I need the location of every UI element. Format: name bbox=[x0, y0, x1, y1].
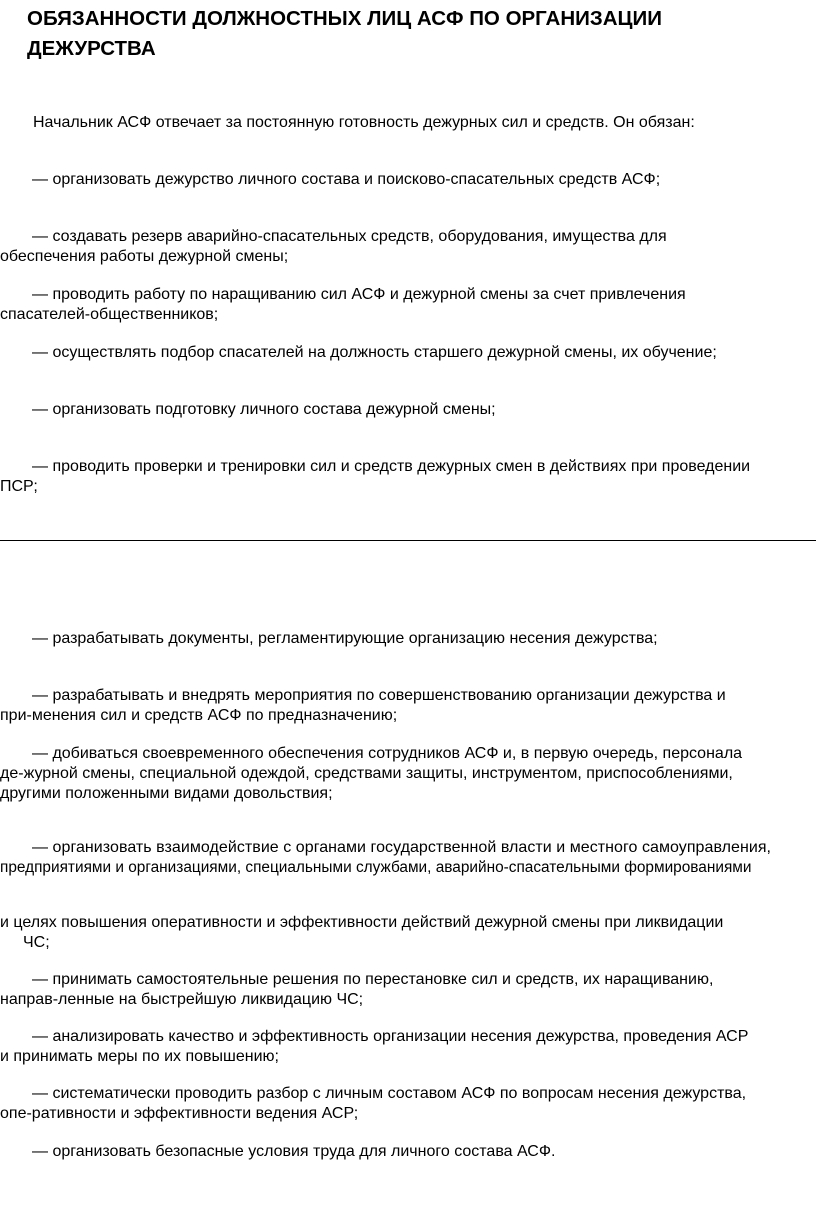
duty-implement-measures bbox=[0, 686, 726, 726]
duty-safe-conditions bbox=[32, 1142, 555, 1162]
duty-organize-training bbox=[32, 400, 496, 420]
title-line-1: ОБЯЗАННОСТИ ДОЛЖНОСТНЫХ ЛИЦ АСФ ПО ОРГАНИЗАЦИИ bbox=[27, 7, 662, 30]
duty-organize-interaction bbox=[0, 838, 771, 878]
duty-line: — создавать резерв аварийно-спасательных средств, оборудования, имущества для bbox=[32, 228, 667, 245]
duty-line: — анализировать качество и эффективность организации несения дежурства, проведения АСР bbox=[32, 1028, 749, 1045]
duty-line: обеспечения работы дежурной смены; bbox=[0, 248, 289, 265]
duty-line: при-менения сил и средств АСФ по предназначению; bbox=[0, 707, 398, 724]
duty-analyze-quality bbox=[0, 1027, 748, 1067]
duty-increase-efficiency bbox=[0, 913, 723, 953]
duty-line: — разрабатывать документы, регламентирующие организацию несения дежурства; bbox=[32, 630, 658, 647]
duty-line: — добиваться своевременного обеспечения сотрудников АСФ и, в первую очередь, персонала bbox=[32, 745, 743, 762]
duty-conduct-checks bbox=[0, 457, 750, 497]
duty-line: спасателей-общественников; bbox=[0, 306, 219, 323]
duty-line: ЧС; bbox=[23, 934, 50, 951]
title-line-2: ДЕЖУРСТВА bbox=[27, 37, 156, 60]
duty-make-decisions bbox=[0, 970, 713, 1010]
page-divider bbox=[0, 540, 816, 541]
duty-line: — организовать безопасные условия труда для личного состава АСФ. bbox=[32, 1143, 556, 1160]
duty-debrief bbox=[0, 1084, 746, 1124]
duty-line: — проводить проверки и тренировки сил и средств дежурных смен в действиях при проведении bbox=[32, 458, 751, 475]
duty-line: — осуществлять подбор спасателей на должность старшего дежурной смены, их обучение; bbox=[32, 344, 717, 361]
duty-line: направ-ленные на быстрейшую ликвидацию ЧС; bbox=[0, 991, 364, 1008]
duty-line: — организовать дежурство личного состава и поисково-спасательных средств АСФ; bbox=[32, 171, 661, 188]
page-title bbox=[27, 4, 727, 64]
duty-build-up-forces bbox=[0, 285, 686, 325]
intro-paragraph: Начальник АСФ отвечает за постоянную готовность дежурных сил и средств. Он обязан: bbox=[33, 114, 695, 131]
duty-line: ПСР; bbox=[0, 478, 38, 495]
duty-line: — организовать взаимодействие с органами государственной власти и местного самоуправления, bbox=[32, 839, 772, 856]
duty-line: предприятиями и организациями, специальными службами, аварийно-спасательными формированиями bbox=[0, 859, 752, 876]
duty-line: и целях повышения оперативности и эффективности действий дежурной смены при ликвидации bbox=[0, 914, 724, 931]
duty-organize-duty bbox=[32, 170, 660, 190]
duty-line: опе-ративности и эффективности ведения АСР; bbox=[0, 1105, 359, 1122]
duty-line: де-журной смены, специальной одеждой, средствами защиты, инструментом, приспособлениями, bbox=[0, 765, 733, 782]
duty-create-reserve bbox=[0, 227, 667, 267]
duty-ensure-supply bbox=[0, 744, 742, 804]
duty-line: — принимать самостоятельные решения по перестановке сил и средств, их наращиванию, bbox=[32, 971, 714, 988]
duty-line: — систематически проводить разбор с личным составом АСФ по вопросам несения дежурства, bbox=[32, 1085, 747, 1102]
duty-line: — разрабатывать и внедрять мероприятия по совершенствованию организации дежурства и bbox=[32, 687, 726, 704]
duty-line: и принимать меры по их повышению; bbox=[0, 1048, 279, 1065]
duty-select-rescuers bbox=[32, 343, 717, 363]
duty-line: — проводить работу по наращиванию сил АСФ и дежурной смены за счет привлечения bbox=[32, 286, 686, 303]
duty-line: другими положенными видами довольствия; bbox=[0, 785, 333, 802]
duty-develop-documents bbox=[32, 629, 658, 649]
duty-line: — организовать подготовку личного состава дежурной смены; bbox=[32, 401, 496, 418]
